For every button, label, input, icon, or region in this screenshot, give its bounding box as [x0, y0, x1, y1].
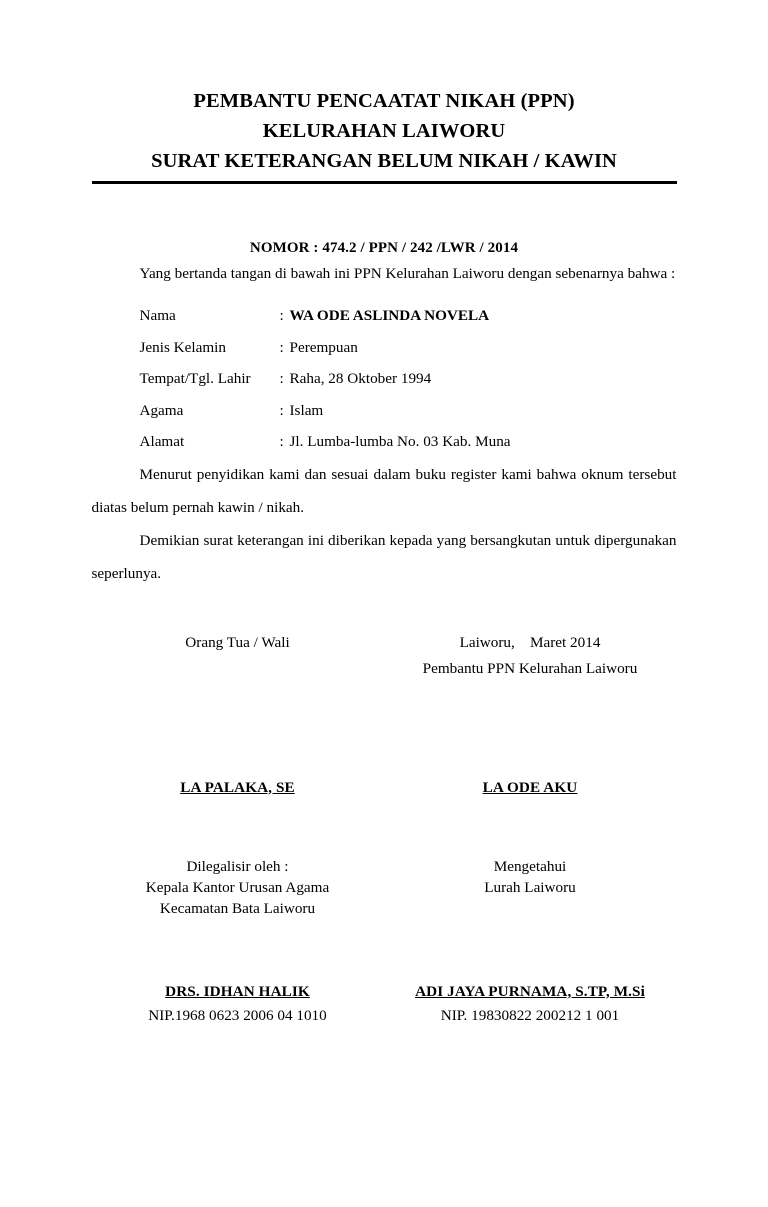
signature-names-row — [92, 775, 677, 801]
signature-right-name-cell — [384, 775, 677, 801]
document-header — [0, 0, 768, 184]
field-label-alamat: Alamat — [139, 433, 185, 450]
field-value-alamat: Jl. Lumba-lumba No. 03 Kab. Muna — [289, 433, 511, 450]
official-left-block — [92, 981, 384, 1026]
field-label-agama: Agama — [139, 401, 184, 419]
knowing-line-2: Lurah Laiworu — [484, 878, 576, 896]
person-details-table — [140, 300, 511, 458]
field-colon-nama: : — [279, 307, 284, 324]
official-name-idhan-halik: DRS. IDHAN HALIK — [165, 982, 310, 1000]
signature-right-heading — [384, 630, 677, 682]
document-body — [92, 257, 677, 590]
table-row — [140, 300, 511, 332]
field-colon-alamat: : — [279, 433, 284, 450]
signatory-role: Pembantu PPN Kelurahan Laiworu — [422, 659, 638, 677]
legalization-row — [92, 856, 677, 919]
header-line-2: KELURAHAN LAIWORU — [262, 120, 506, 142]
field-colon-jenis-kelamin: : — [279, 338, 284, 356]
signature-area — [92, 630, 677, 1026]
table-row — [140, 426, 511, 458]
signature-left-name-cell — [92, 775, 384, 801]
field-value-tempat-tgl-lahir: Raha, 28 Oktober 1994 — [289, 370, 432, 387]
title-underline-rule — [92, 181, 677, 184]
knowing-line-1: Mengetahui — [493, 857, 567, 875]
field-value-nama: WA ODE ASLINDA NOVELA — [289, 307, 490, 324]
field-colon-tempat-tgl-lahir: : — [279, 370, 284, 387]
official-nip-adi-jaya-purnama: NIP. 19830822 200212 1 001 — [440, 1006, 620, 1024]
paragraph-register-statement: Menurut penyidikan kami dan sesuai dalam buku register kami bahwa oknum tersebut diatas belum pernah kawin / nikah. — [91, 465, 677, 516]
signature-name-la-ode-aku: LA ODE AKU — [482, 778, 578, 796]
legalization-left-block — [92, 856, 384, 919]
signature-name-la-palaka: LA PALAKA, SE — [180, 778, 295, 796]
signature-left-heading — [92, 630, 384, 682]
table-row — [140, 395, 511, 427]
field-colon-agama: : — [279, 401, 284, 419]
field-label-tempat-tgl-lahir: Tempat/Tgl. Lahir — [139, 370, 251, 387]
table-row — [140, 363, 511, 395]
paragraph-closing-statement: Demikian surat keterangan ini diberikan kepada yang bersangkutan untuk dipergunakan seperlunya. — [91, 531, 677, 582]
knowing-right-block — [384, 856, 677, 919]
legalization-line-1: Dilegalisir oleh : — [186, 857, 289, 875]
official-nip-idhan-halik: NIP.1968 0623 2006 04 1010 — [148, 1006, 327, 1024]
place-and-date: Laiworu, Maret 2014 — [459, 633, 601, 651]
field-value-agama: Islam — [289, 401, 324, 419]
field-value-jenis-kelamin: Perempuan — [289, 338, 358, 356]
field-label-nama: Nama — [139, 307, 176, 324]
official-name-adi-jaya-purnama: ADI JAYA PURNAMA, S.TP, M.Si — [415, 982, 645, 1000]
orang-tua-wali-label: Orang Tua / Wali — [185, 633, 290, 651]
legalization-line-2: Kepala Kantor Urusan Agama — [145, 878, 330, 896]
header-line-1: PEMBANTU PENCAATAT NIKAH (PPN) — [193, 90, 575, 112]
intro-paragraph: Yang bertanda tangan di bawah ini PPN Kelurahan Laiworu dengan sebenarnya bahwa : — [139, 265, 676, 282]
table-row — [140, 332, 511, 364]
officials-row — [92, 981, 677, 1026]
field-label-jenis-kelamin: Jenis Kelamin — [139, 338, 226, 356]
header-line-3: SURAT KETERANGAN BELUM NIKAH / KAWIN — [151, 150, 617, 172]
official-right-block — [384, 981, 677, 1026]
signature-heading-row — [92, 630, 677, 682]
legalization-line-3: Kecamatan Bata Laiworu — [159, 899, 316, 917]
document-number: NOMOR : 474.2 / PPN / 242 /LWR / 2014 — [249, 240, 519, 256]
